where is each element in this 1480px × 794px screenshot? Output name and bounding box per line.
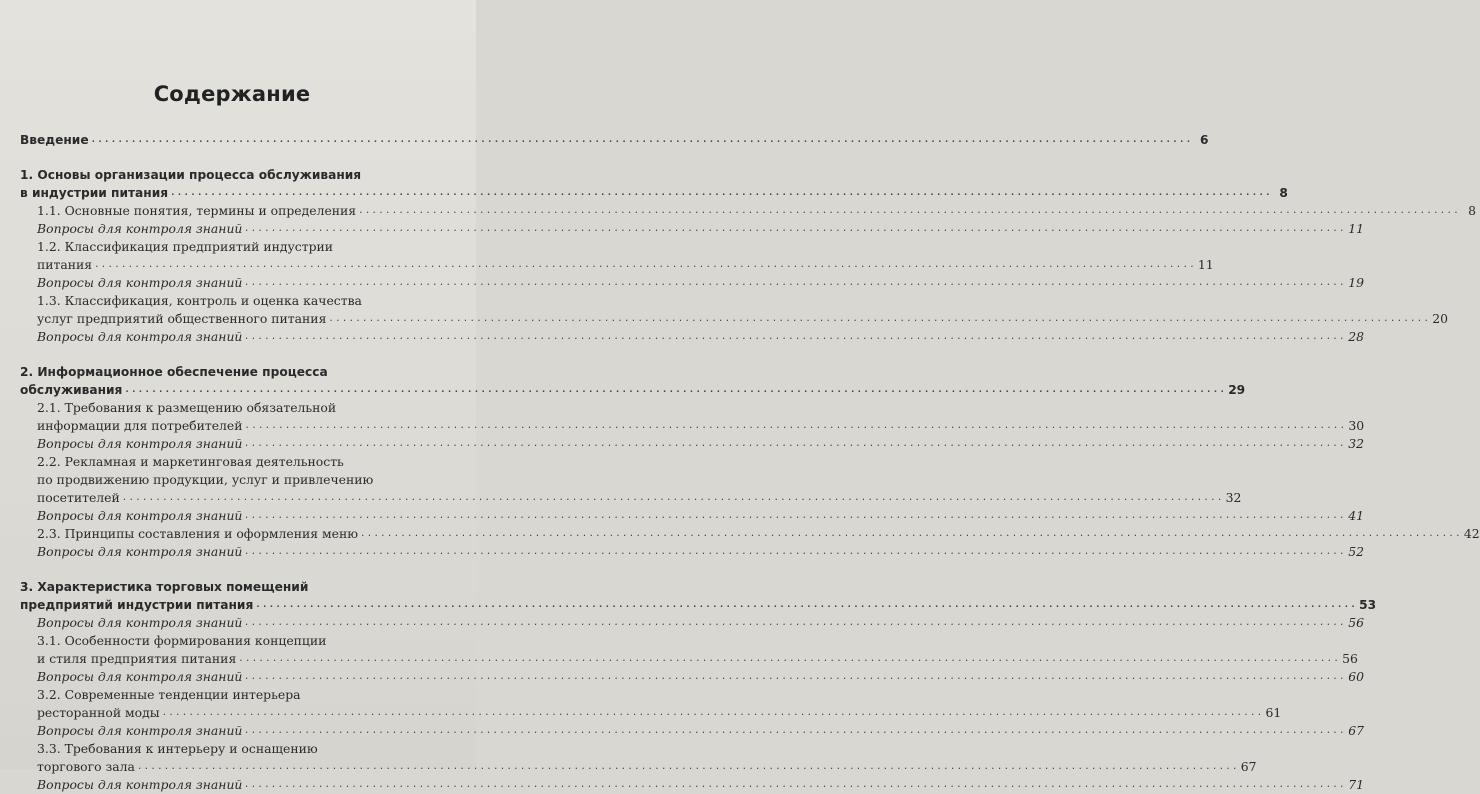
toc-section-3-3-line1: 3.3. Требования к интерьеру и оснащению [37,741,318,756]
toc-page-number: 11 [1348,221,1365,236]
toc-chapter-2-line1: 2. Информационное обеспечение процесса [20,365,328,379]
dot-leader [244,722,1346,740]
toc-entry-text: 1.1. Основные понятия, термины и определения [37,203,357,218]
toc-page-number: 56 [1348,615,1365,630]
toc-page-number: 42 [1463,526,1480,541]
toc-page-number: 67 [1240,759,1257,774]
toc-page-number: 53 [1359,598,1377,612]
dot-leader [244,668,1346,686]
toc-quiz-1-1[interactable] [20,220,1365,238]
dot-leader [238,650,1340,668]
toc-page-number: 41 [1348,508,1365,523]
dot-leader [170,184,1272,202]
toc-entry-text: посетителей [37,490,120,505]
toc-section-1-3-line1: 1.3. Классификация, контроль и оценка качества [37,293,362,308]
toc-entry-text: Вопросы для контроля знаний [37,669,243,684]
toc-quiz-3-2[interactable] [20,722,1365,740]
toc-section-1-2-line1: 1.2. Классификация предприятий индустрии [37,239,334,254]
toc-entry-text: Вопросы для контроля знаний [37,777,243,792]
toc-entry-text: Вопросы для контроля знаний [37,723,243,738]
toc-quiz-3-3[interactable] [20,776,1365,794]
toc-section-3-3[interactable] [20,758,1257,776]
toc-page-number: 28 [1348,329,1365,344]
toc-chapter-3-line1: 3. Характеристика торговых помещений [20,580,309,594]
toc-entry-text: торгового зала [37,759,135,774]
section-gap [20,561,444,578]
toc-page-number: 71 [1348,777,1365,792]
dot-leader [360,525,1462,543]
toc-chapter-1[interactable] [20,184,1288,202]
section-gap [20,346,444,363]
toc-quiz-3[interactable] [20,614,1365,632]
toc-section-3-2-line1: 3.2. Современные тенденции интерьера [37,687,301,702]
toc-entry-text: Введение [20,133,89,147]
toc-section-2-3[interactable] [20,525,1480,543]
toc-section-3-1-line1: 3.1. Особенности формирования концепции [37,633,327,648]
toc-entry-text: Вопросы для контроля знаний [37,221,243,236]
toc-page-number: 20 [1432,311,1448,326]
dot-leader [328,310,1430,328]
dot-leader [137,758,1239,776]
toc-section-1-3[interactable] [20,310,1448,328]
toc-page-number: 29 [1228,383,1246,397]
toc-entry-text: 2.3. Принципы составления и оформления меню [37,526,359,541]
toc-quiz-3-1[interactable] [20,668,1365,686]
toc-page-number: 19 [1348,275,1365,290]
toc-page-number: 6 [1199,133,1209,147]
toc-entry-introduction[interactable] [20,131,1209,149]
dot-leader [245,417,1347,435]
toc-quiz-2-1[interactable] [20,435,1365,453]
toc-quiz-1-3[interactable] [20,328,1365,346]
toc-entry-text: ресторанной моды [37,705,160,720]
toc-entry-text: информации для потребителей [37,418,243,433]
toc-page-number: 30 [1348,418,1365,433]
toc-section-2-1[interactable] [20,417,1365,435]
toc-chapter-3[interactable] [20,596,1377,614]
toc-entry-text: Вопросы для контроля знаний [37,615,243,630]
dot-leader [244,328,1346,346]
dot-leader [358,202,1460,220]
toc-entry-text: Вопросы для контроля знаний [37,329,243,344]
dot-leader [244,274,1346,292]
toc-page-number: 8 [1468,203,1476,218]
toc-section-2-2-line2: по продвижению продукции, услуг и привлечению [37,472,374,487]
toc-chapter-2[interactable] [20,381,1246,399]
toc-entry-text: Вопросы для контроля знаний [37,275,243,290]
toc-quiz-2-2[interactable] [20,507,1365,525]
toc-section-1-1[interactable] [20,202,1476,220]
toc-entry-text: Вопросы для контроля знаний [37,508,243,523]
toc-page-number: 67 [1348,723,1365,738]
dot-leader [244,614,1346,632]
toc-chapter-1-line1: 1. Основы организации процесса обслуживания [20,168,362,182]
toc-page-number: 52 [1348,544,1365,559]
section-gap [20,149,444,166]
dot-leader [244,776,1346,794]
toc-entry-text: предприятий индустрии питания [20,598,254,612]
table-of-contents [20,131,1480,794]
dot-leader [255,596,1357,614]
dot-leader [162,704,1264,722]
toc-entry-text: питания [37,257,93,272]
toc-entry-text: Вопросы для контроля знаний [37,544,243,559]
dot-leader [91,131,1193,149]
toc-quiz-1-2[interactable] [20,274,1365,292]
dot-leader [244,435,1346,453]
dot-leader [122,489,1224,507]
toc-page-number: 8 [1279,186,1288,200]
toc-section-3-2[interactable] [20,704,1282,722]
toc-page-number: 61 [1265,705,1282,720]
dot-leader [94,256,1196,274]
dot-leader [244,507,1346,525]
toc-page-number: 11 [1197,257,1214,272]
toc-section-3-1[interactable] [20,650,1358,668]
toc-section-2-2-line1: 2.2. Рекламная и маркетинговая деятельность [37,454,344,469]
dot-leader [124,381,1226,399]
toc-entry-text: и стиля предприятия питания [37,651,237,666]
toc-page-number: 32 [1348,436,1365,451]
toc-section-1-2[interactable] [20,256,1214,274]
toc-entry-text: обслуживания [20,383,123,397]
dot-leader [244,543,1346,561]
toc-page-number: 56 [1342,651,1358,666]
toc-page-number: 60 [1348,669,1365,684]
dot-leader [244,220,1346,238]
toc-section-2-1-line1: 2.1. Требования к размещению обязательной [37,400,337,415]
page-title: Содержание [153,82,311,106]
toc-entry-text: Вопросы для контроля знаний [37,436,243,451]
toc-section-2-2[interactable] [20,489,1242,507]
toc-page-number: 32 [1225,490,1242,505]
toc-entry-text: услуг предприятий общественного питания [37,311,327,326]
toc-entry-text: в индустрии питания [20,186,169,200]
toc-quiz-2-3[interactable] [20,543,1365,561]
